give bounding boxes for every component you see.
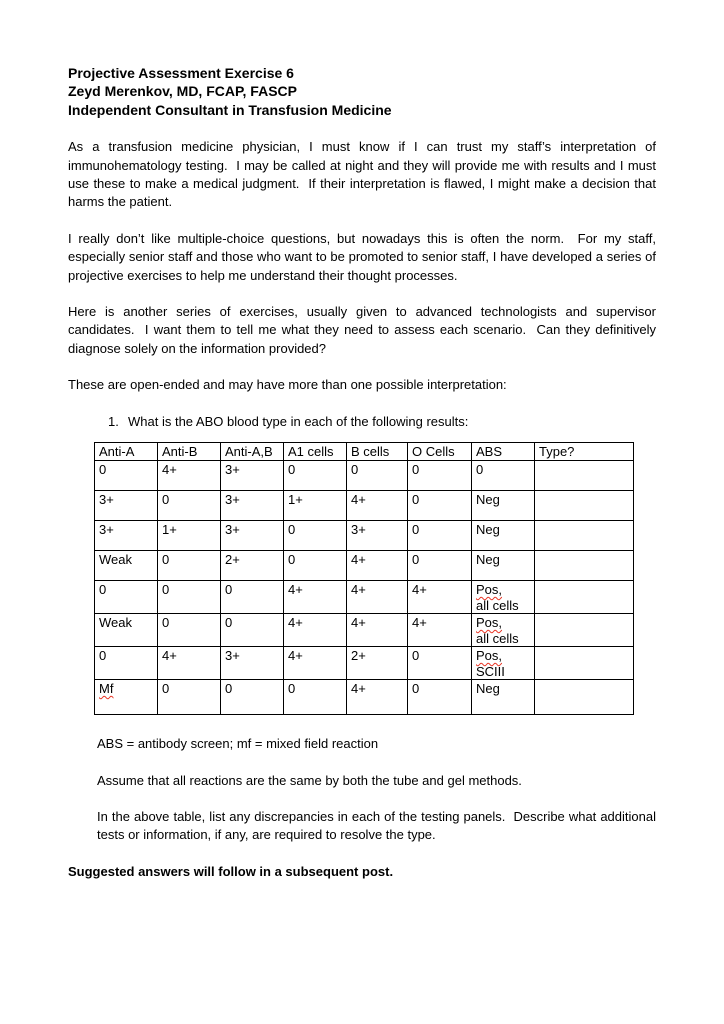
- table-cell: 3+: [95, 521, 158, 551]
- table-cell: 4+: [408, 581, 472, 614]
- table-cell: 0: [284, 680, 347, 715]
- table-cell-abs: Neg: [472, 521, 535, 551]
- table-cell: 0: [95, 461, 158, 491]
- table-cell-type: [535, 551, 634, 581]
- table-row: [95, 680, 634, 715]
- column-header-a1-cells: A1 cells: [284, 443, 347, 461]
- table-cell: 0: [408, 461, 472, 491]
- table-cell-type: [535, 647, 634, 680]
- table-cell: 4+: [158, 647, 221, 680]
- table-cell: 0: [158, 581, 221, 614]
- table-cell: 4+: [347, 680, 408, 715]
- title-block: [68, 64, 656, 119]
- abs-result-misspelled: Pos,: [476, 582, 503, 598]
- table-cell-abs: [472, 581, 535, 614]
- note-abbreviations: ABS = antibody screen; mf = mixed field reaction: [97, 736, 379, 752]
- table-cell-type: [535, 521, 634, 551]
- table-cell: 4+: [158, 461, 221, 491]
- table-cell-type: [535, 461, 634, 491]
- table-cell-abs: [472, 647, 535, 680]
- table-cell: 0: [284, 461, 347, 491]
- table-cell-abs: 0: [472, 461, 535, 491]
- mixed-field-misspelled: Mf: [99, 681, 114, 697]
- table-cell-type: [535, 491, 634, 521]
- table-cell: 0: [408, 647, 472, 680]
- table-cell: 2+: [347, 647, 408, 680]
- table-cell: 1+: [284, 491, 347, 521]
- author-line: Zeyd Merenkov, MD, FCAP, FASCP: [68, 83, 297, 100]
- table-cell: 0: [221, 614, 284, 647]
- note-instructions: In the above table, list any discrepancies in each of the testing panels. Describe what additional tests or information, if any, are required to resolve the type.: [97, 808, 660, 843]
- paragraph-intro: As a transfusion medicine physician, I must know if I can trust my staff’s interpretation of immunohematology testing. I may be called at night and they will provide me with results and I must use these to make a medical judgment. If their interpretation is flawed, I might make a decision that harms the patient.: [68, 139, 660, 210]
- role-line: Independent Consultant in Transfusion Medicine: [68, 101, 392, 118]
- table-cell: 3+: [95, 491, 158, 521]
- table-cell: 4+: [284, 647, 347, 680]
- table-cell: 4+: [347, 551, 408, 581]
- table-row: [95, 491, 634, 521]
- table-cell: [95, 680, 158, 715]
- table-cell: 0: [284, 521, 347, 551]
- table-cell: 4+: [347, 614, 408, 647]
- table-cell: 0: [95, 647, 158, 680]
- question-number: 1.: [108, 413, 119, 429]
- notes-block: [97, 735, 660, 845]
- abs-result-misspelled: Pos,: [476, 648, 503, 664]
- table-cell: 0: [408, 521, 472, 551]
- table-row: [95, 521, 634, 551]
- abs-result-misspelled: Pos,: [476, 615, 503, 631]
- paragraph-open-ended: These are open-ended and may have more than one possible interpretation:: [68, 377, 507, 393]
- table-cell: 2+: [221, 551, 284, 581]
- table-cell: 0: [347, 461, 408, 491]
- table-cell-type: [535, 680, 634, 715]
- table-cell: 4+: [408, 614, 472, 647]
- table-cell-type: [535, 581, 634, 614]
- table-row: [95, 551, 634, 581]
- table-cell: 0: [221, 680, 284, 715]
- table-cell: 0: [158, 491, 221, 521]
- document-title: Projective Assessment Exercise 6: [68, 65, 294, 81]
- table-cell: 0: [158, 551, 221, 581]
- table-row: [95, 581, 634, 614]
- table-cell: 0: [95, 581, 158, 614]
- table-cell: 1+: [158, 521, 221, 551]
- column-header-anti-b: Anti-B: [158, 443, 221, 461]
- table-header-row: [95, 443, 634, 461]
- table-row: [95, 614, 634, 647]
- table-row: [95, 647, 634, 680]
- table-cell: 4+: [284, 614, 347, 647]
- table-cell: 3+: [347, 521, 408, 551]
- table-cell: 3+: [221, 521, 284, 551]
- paragraph-series: Here is another series of exercises, usually given to advanced technologists and supervisor candidates. I want them to tell me what they need to assess each scenario. Can they definitively diagnose solely on the information provided?: [68, 304, 660, 356]
- column-header-abs: ABS: [472, 443, 535, 461]
- column-header-b-cells: B cells: [347, 443, 408, 461]
- column-header-anti-ab: Anti-A,B: [221, 443, 284, 461]
- question-text: What is the ABO blood type in each of the following results:: [128, 413, 469, 429]
- column-header-anti-a: Anti-A: [95, 443, 158, 461]
- paragraph-multiple-choice: I really don’t like multiple-choice questions, but nowadays this is often the norm. For my staff, especially senior staff and those who want to be promoted to senior staff, I have developed a series of projective exercises to help me understand their thought processes.: [68, 230, 660, 283]
- table-cell-type: [535, 614, 634, 647]
- table-cell: 0: [158, 614, 221, 647]
- table-cell-abs: Neg: [472, 551, 535, 581]
- table-cell: 0: [221, 581, 284, 614]
- table-cell: 0: [408, 551, 472, 581]
- abs-result-sub: all cells: [476, 630, 519, 646]
- table-cell: 3+: [221, 491, 284, 521]
- abs-result-sub: all cells: [476, 597, 519, 613]
- table-cell: 4+: [284, 581, 347, 614]
- table-cell: 0: [158, 680, 221, 715]
- table-cell: 4+: [347, 581, 408, 614]
- table-cell: 0: [284, 551, 347, 581]
- question-item: [108, 413, 656, 431]
- table-row: [95, 461, 634, 491]
- column-header-o-cells: O Cells: [408, 443, 472, 461]
- table-cell: 0: [408, 491, 472, 521]
- table-cell: 3+: [221, 461, 284, 491]
- table-cell-abs: Neg: [472, 680, 535, 715]
- footer-statement: Suggested answers will follow in a subsequent post.: [68, 863, 394, 879]
- table-cell-abs: Neg: [472, 491, 535, 521]
- table-cell: 4+: [347, 491, 408, 521]
- table-cell: 0: [408, 680, 472, 715]
- results-table: [94, 442, 634, 715]
- table-cell: Weak: [95, 614, 158, 647]
- table-cell-abs: [472, 614, 535, 647]
- table-cell: 3+: [221, 647, 284, 680]
- column-header-type: Type?: [535, 443, 634, 461]
- abs-result-sub: SCIII: [476, 663, 505, 679]
- note-assumption: Assume that all reactions are the same by both the tube and gel methods.: [97, 772, 522, 788]
- table-cell: Weak: [95, 551, 158, 581]
